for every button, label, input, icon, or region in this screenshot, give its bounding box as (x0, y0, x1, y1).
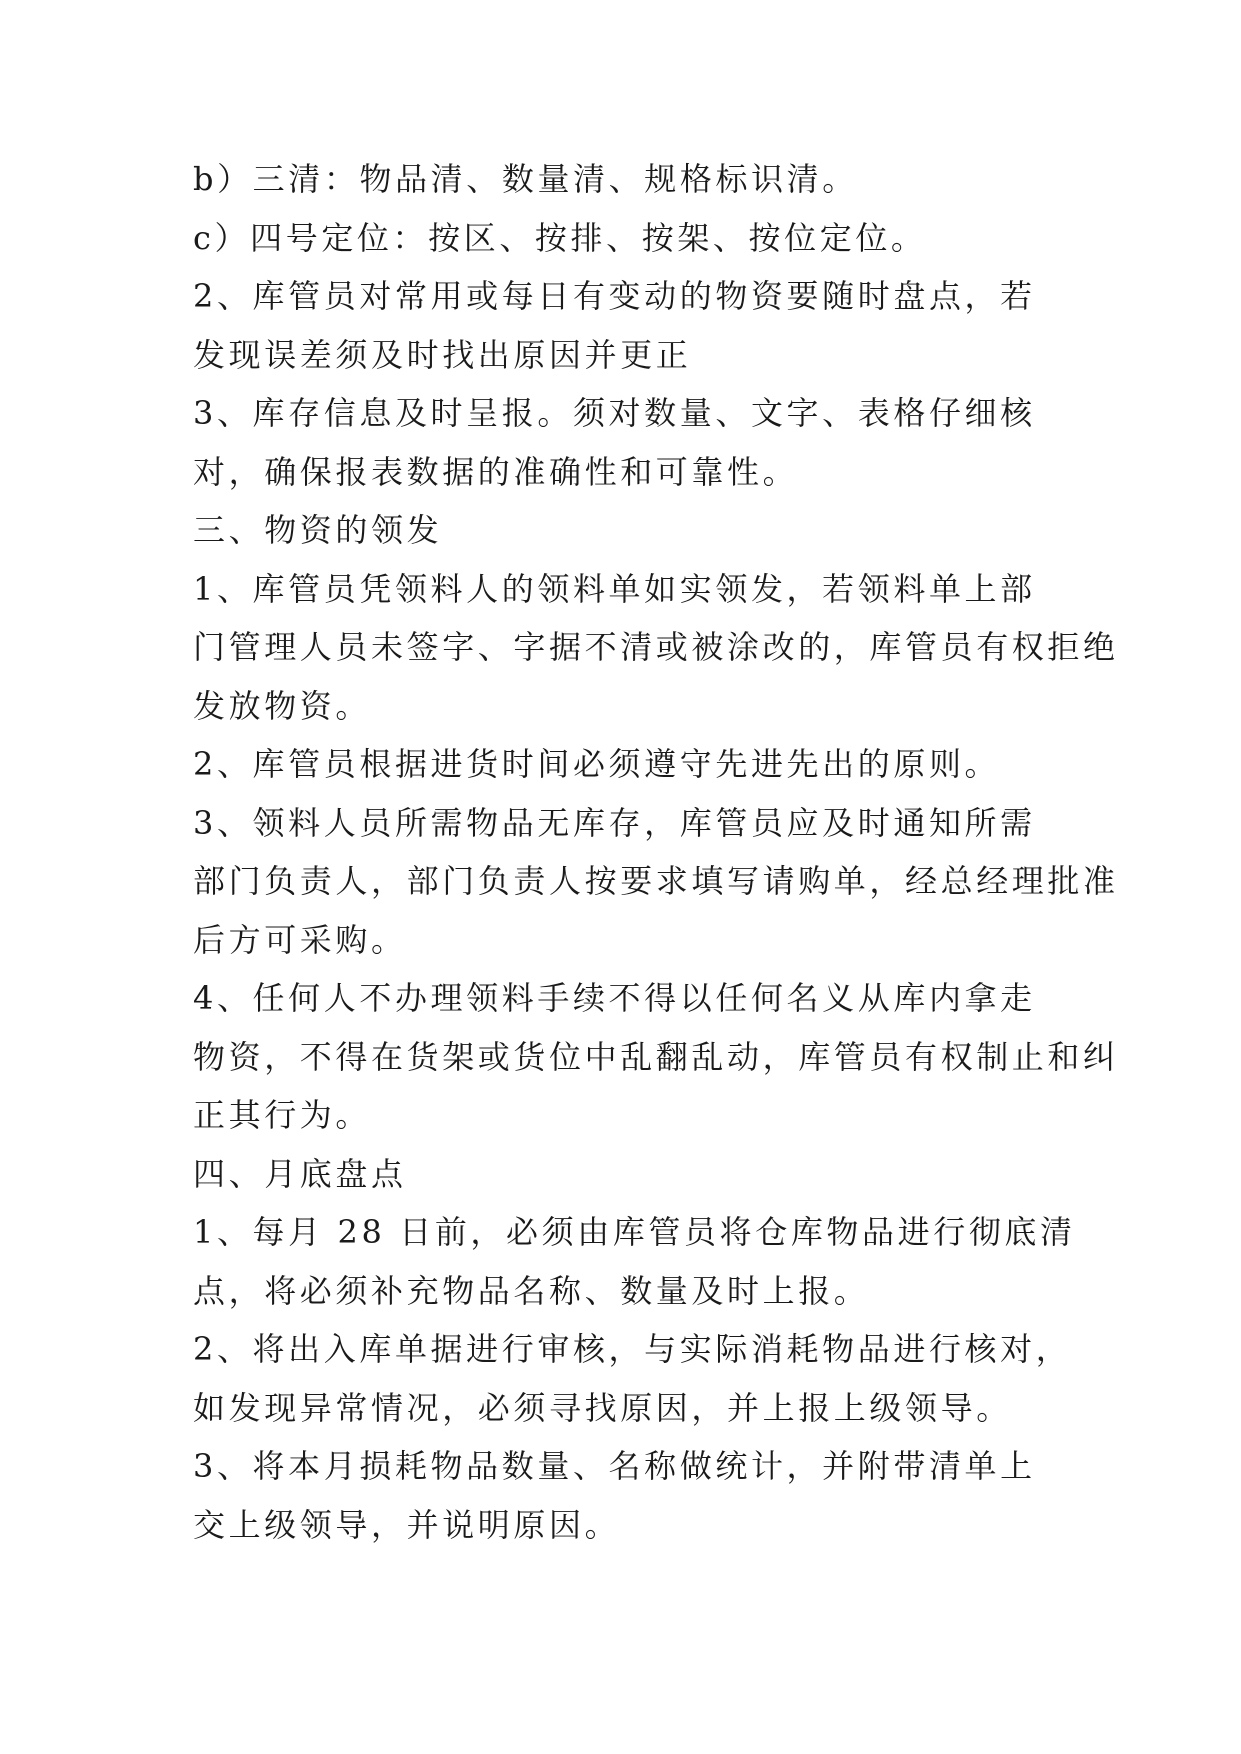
text-line: 发放物资。 (193, 686, 372, 725)
section-heading-material-issue (193, 501, 1055, 560)
paragraph-2-continued (193, 326, 1055, 385)
document-page (193, 150, 1119, 1554)
text-line: 发现误差须及时找出原因并更正 (193, 335, 692, 374)
text-line: 如发现异常情况，必须寻找原因，并上报上级领导。 (193, 1388, 1012, 1427)
paragraph-2-inventory-check (193, 267, 1055, 326)
paragraph-b-three-clear (193, 150, 1055, 209)
section-heading-month-end (193, 1145, 1055, 1204)
paragraph-month-1 (193, 1203, 1076, 1262)
paragraph-3-report (193, 384, 1055, 443)
paragraph-issue-1 (193, 560, 1055, 619)
text-line: 1、每月 28 日前，必须由库管员将仓库物品进行彻底清 (193, 1213, 1076, 1251)
text-line: b）三清：物品清、数量清、规格标识清。 (193, 160, 858, 198)
paragraph-month-3 (193, 1437, 1055, 1496)
text-line: 1、库管员凭领料人的领料单如实领发，若领料单上部 (193, 569, 1036, 608)
paragraph-issue-1-continued (193, 618, 1119, 735)
paragraph-issue-4-continued (193, 1028, 1119, 1145)
paragraph-c-four-positioning (193, 209, 1055, 268)
paragraph-issue-4 (193, 969, 1055, 1028)
text-line: 交上级领导，并说明原因。 (193, 1505, 621, 1544)
text-line: 3、库存信息及时呈报。须对数量、文字、表格仔细核 (193, 394, 1036, 432)
text-line: 2、将出入库单据进行审核，与实际消耗物品进行核对， (193, 1330, 1072, 1368)
text-line: 正其行为。 (193, 1096, 372, 1134)
text-line: 点，将必须补充物品名称、数量及时上报。 (193, 1271, 870, 1310)
paragraph-3-continued (193, 443, 1055, 502)
text-line: 4、任何人不办理领料手续不得以任何名义从库内拿走 (193, 979, 1036, 1017)
paragraph-issue-3-continued (193, 852, 1119, 969)
text-line: 物资，不得在货架或货位中乱翻乱动，库管员有权制止和纠 (193, 1037, 1119, 1076)
paragraph-month-2-continued (193, 1379, 1055, 1438)
text-line: 后方可采购。 (193, 920, 407, 959)
section-heading: 三、物资的领发 (193, 511, 443, 549)
paragraph-month-1-continued (193, 1262, 1055, 1321)
text-line: 2、库管员根据进货时间必须遵守先进先出的原则。 (193, 745, 1001, 783)
text-line: 3、将本月损耗物品数量、名称做统计，并附带清单上 (193, 1447, 1036, 1485)
text-line: c）四号定位：按区、按排、按架、按位定位。 (193, 218, 927, 257)
paragraph-month-2 (193, 1320, 1072, 1379)
paragraph-month-3-continued (193, 1496, 1055, 1555)
text-line: 2、库管员对常用或每日有变动的物资要随时盘点，若 (193, 277, 1036, 315)
text-line: 3、领料人员所需物品无库存，库管员应及时通知所需 (193, 803, 1036, 842)
section-heading: 四、月底盘点 (193, 1154, 407, 1193)
paragraph-issue-2 (193, 735, 1055, 794)
paragraph-issue-3 (193, 794, 1055, 853)
text-line: 对，确保报表数据的准确性和可靠性。 (193, 452, 799, 491)
text-line: 门管理人员未签字、字据不清或被涂改的，库管员有权拒绝 (193, 628, 1119, 666)
text-line: 部门负责人，部门负责人按要求填写请购单，经总经理批准 (193, 862, 1119, 900)
